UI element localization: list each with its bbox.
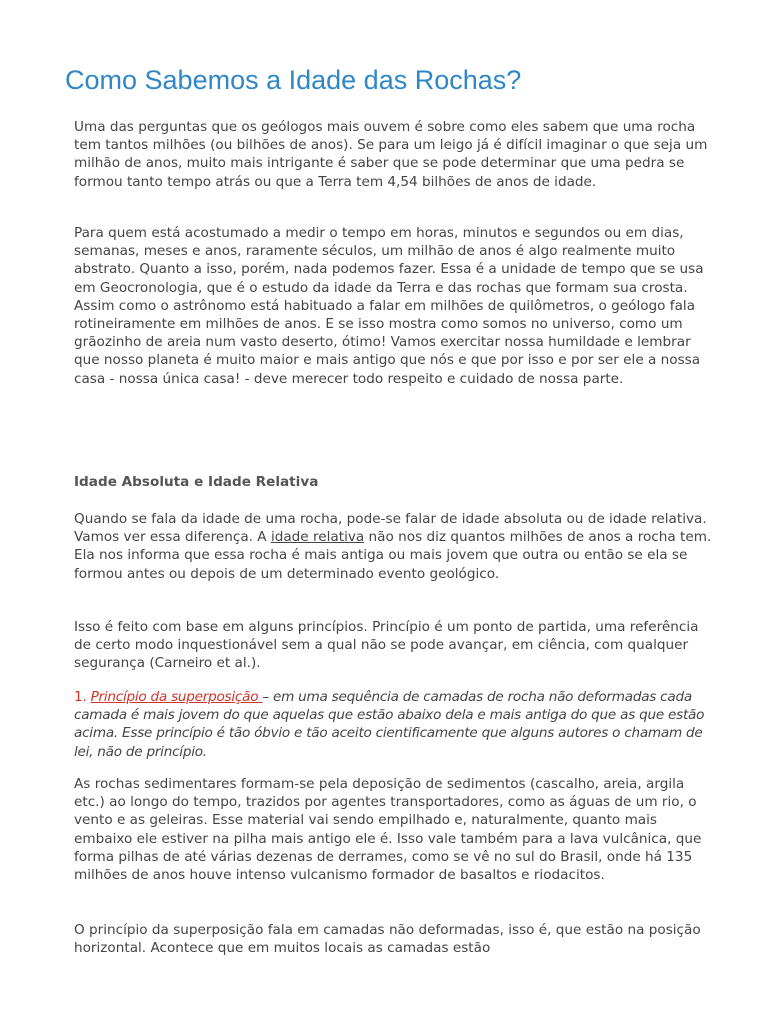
paragraph-sedimentary-rocks: As rochas sedimentares formam-se pela deposição de sedimentos (cascalho, areia, argila etc.) ao longo do tempo, trazidos por agentes transportadores, como as águas de um rio, o vento e as geleiras. Esse material vai sendo empilhado e, naturalmente, quanto mais embaixo ele estiver na pilha mais antigo ele é. Isso vale também para a lava vulcânica, que forma pilhas de até várias dezenas de derrames, como se vê no sul do Brasil, onde há 135 milhões de anos houve intenso vulcanismo formador de basaltos e riodacitos.	[74, 776, 702, 884]
paragraph-intro: Uma das perguntas que os geólogos mais ouvem é sobre como eles sabem que uma rocha tem tantos milhões (ou bilhões de anos). Se para um leigo já é difícil imaginar o que seja um milhão de anos, muito mais intrigante é saber que se pode determinar que uma pedra se formou tanto tempo atrás ou que a Terra tem 4,54 bilhões de anos de idade.	[74, 119, 708, 190]
relative-age-link[interactable]: idade relativa	[270, 529, 365, 546]
paragraph-text: Quando se fala da idade de uma rocha, pode-se falar de idade absoluta ou de idade relativa. Vamos ver essa diferença. A	[74, 511, 707, 546]
paragraph-undeformed-layers: O princípio da superposição fala em camadas não deformadas, isso é, que estão na posição horizontal. Acontece que em muitos locais as camadas estão	[74, 922, 701, 957]
principle-definition: – em uma sequência de camadas de rocha não deformadas cada camada é mais jovem do que aquelas que estão abaixo dela e mais antiga do que as que estão acima. Esse princípio é tão óbvio e tão aceito cientificamente que alguns autores o chamam de lei, não de princípio.	[74, 689, 705, 760]
page-title: Como Sabemos a Idade das Rochas?	[65, 65, 522, 95]
section-heading: Idade Absoluta e Idade Relativa	[74, 474, 319, 490]
paragraph-absolute-relative	[74, 510, 714, 583]
superposition-link[interactable]: Princípio da superposição	[90, 689, 263, 705]
paragraph-text: não nos diz quantos milhões de anos a rocha tem. Ela nos informa que essa rocha é mais antiga ou mais jovem que outra ou então se ela se formou antes ou depois de um determinado evento geológico.	[74, 529, 712, 582]
paragraph-principles: Isso é feito com base em alguns princípios. Princípio é um ponto de partida, uma referência de certo modo inquestionável sem a qual não se pode avançar, em ciência, com qualquer segurança (Carneiro et al.).	[74, 619, 699, 672]
list-number: 1.	[74, 689, 87, 705]
paragraph-time-scale: Para quem está acostumado a medir o tempo em horas, minutos e segundos ou em dias, semanas, meses e anos, raramente séculos, um milhão de anos é algo realmente muito abstrato. Quanto a isso, porém, nada podemos fazer. Essa é a unidade de tempo que se usa em Geocronologia, que é o estudo da idade da Terra e das rochas que formam sua crosta. Assim como o astrônomo está habituado a falar em milhões de quilômetros, o geólogo fala rotineiramente em milhões de anos. E se isso mostra como somos no universo, como um grãozinho de areia num vasto deserto, ótimo! Vamos exercitar nossa humildade e lembrar que nosso planeta é muito maior e mais antigo que nós e que por isso e por ser ele a nossa casa - nossa única casa! - deve merecer todo respeito e cuidado de nossa parte.	[74, 225, 704, 387]
paragraph-superposition-principle	[74, 688, 714, 761]
